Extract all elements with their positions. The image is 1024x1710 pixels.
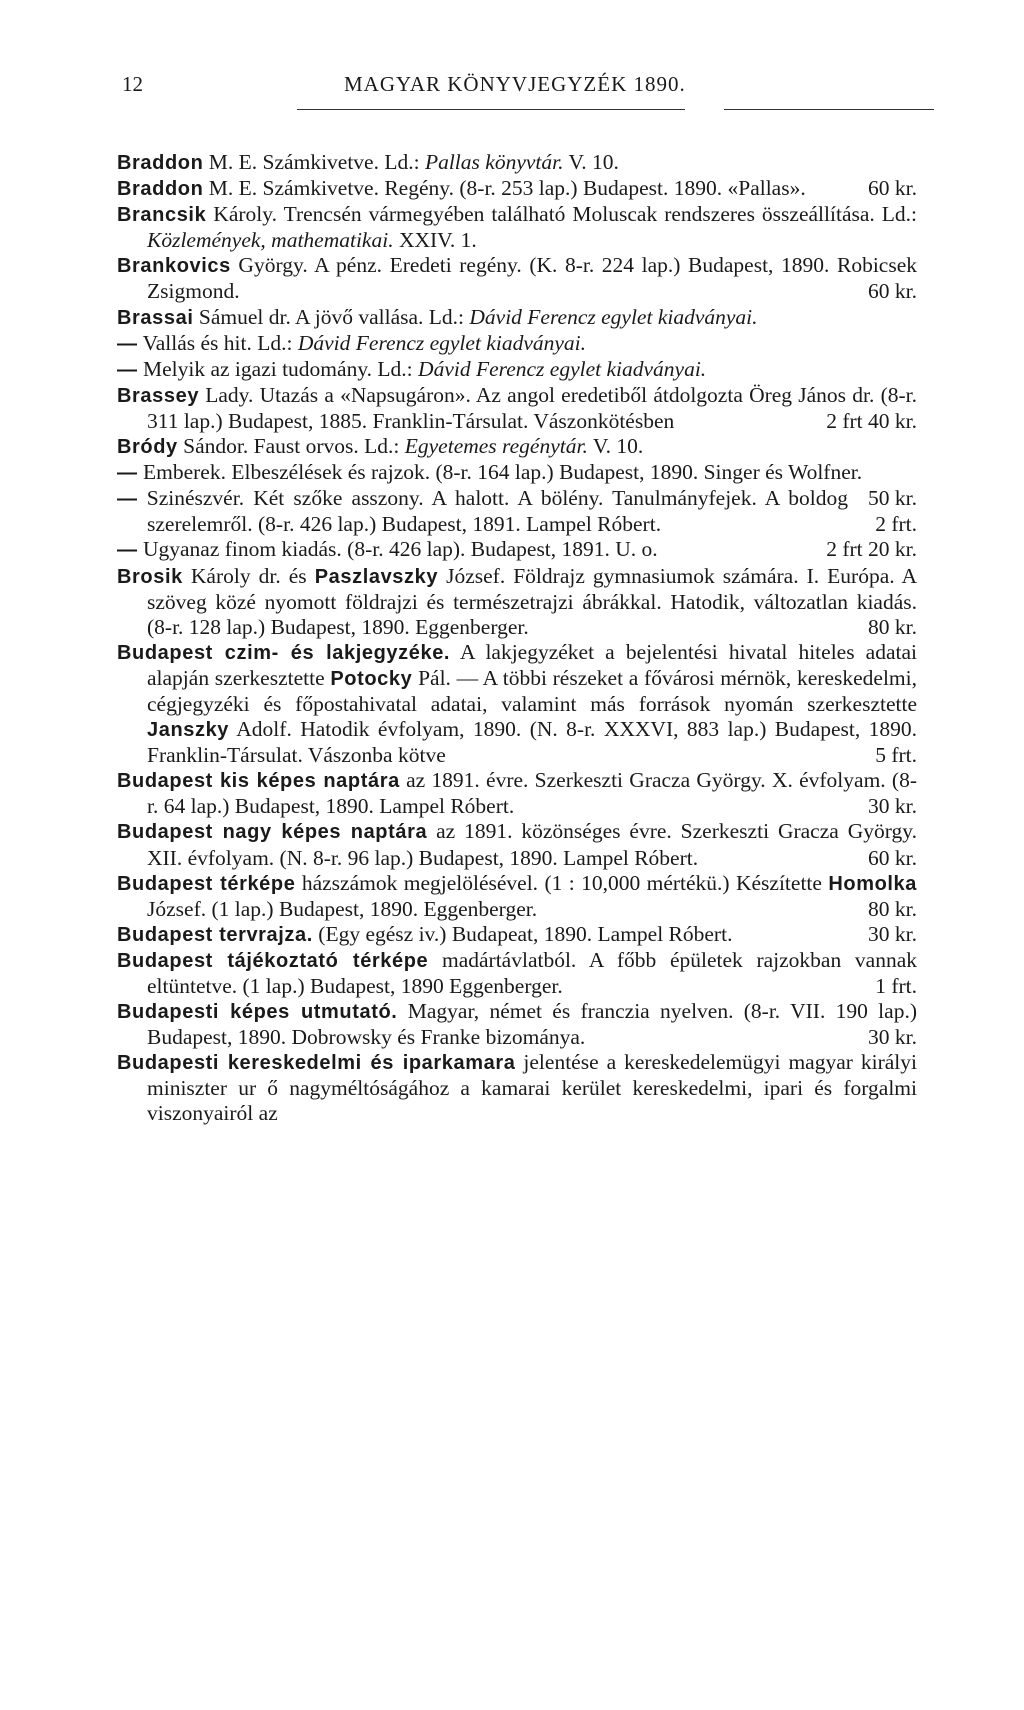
bibliography-entry: [117, 176, 917, 202]
header-rule-left: [297, 109, 685, 110]
page-header: [122, 72, 920, 102]
entry-heading: Braddon: [117, 152, 204, 174]
bibliography-entry: [117, 202, 917, 253]
entry-price: 2 frt.: [875, 512, 917, 537]
header-rule-right: [724, 109, 934, 110]
entry-text: V. 10.: [563, 150, 619, 174]
entry-heading-tertiary: Janszky: [147, 719, 230, 742]
entry-text: az 1891. évre. Szerkeszti Gracza György. X. évfolyam. (8-r. 64 lap.) Budapest, 1890. Lampel Róbert.: [147, 768, 917, 819]
entry-price: 80 kr.: [868, 896, 917, 921]
entry-heading: Braddon: [117, 178, 204, 201]
entry-heading: Budapest térképe: [117, 872, 296, 895]
entry-text: Melyik az igazi tudomány. Ld.:: [137, 356, 419, 381]
bibliography-entry: [117, 871, 917, 922]
entry-price: 30 kr.: [868, 1025, 917, 1050]
entry-heading-secondary: Paszlavszky: [314, 565, 439, 588]
entry-text: M. E. Számkivetve. Ld.:: [203, 150, 425, 174]
entry-text: Ugyanaz finom kiadás. (8-r. 426 lap). Budapest, 1891. U. o.: [137, 537, 658, 562]
bibliography-entry: [117, 150, 917, 176]
entry-text: házszámok megjelölésével. (1 : 10,000 mértékü.) Készítette: [295, 870, 829, 895]
entry-heading: —: [117, 488, 138, 511]
bibliography-entry: [117, 434, 917, 460]
entry-heading: Budapest tervrajza.: [117, 923, 313, 946]
entry-heading: Brosik: [117, 565, 183, 588]
entry-price: 2 frt 40 kr.: [826, 408, 917, 433]
entry-text: György. A pénz. Eredeti regény. (K. 8-r. 224 lap.) Budapest, 1890. Robicsek Zsigmond.: [147, 253, 917, 304]
entry-heading: Budapest tájékoztató térképe: [117, 949, 429, 972]
entry-price: 60 kr.: [868, 279, 917, 304]
bibliography-entry: [117, 999, 917, 1050]
entry-text: Magyar, német és franczia nyelven. (8-r. VII. 190 lap.) Budapest, 1890. Dobrowsky és Franke bizománya.: [147, 999, 917, 1050]
entry-price: 1 frt.: [875, 974, 917, 998]
entry-heading: —: [117, 332, 138, 355]
entry-heading: Budapest czim- és lakjegyzéke.: [117, 641, 451, 664]
entry-series: Dávid Ferencz egylet kiadványai.: [418, 356, 707, 381]
entry-series: Közlemények, mathematikai.: [147, 228, 394, 253]
entry-price: 60 kr.: [868, 845, 917, 870]
entry-heading: Brassai: [117, 306, 194, 329]
entry-heading: Budapesti kereskedelmi és iparkamara: [117, 1052, 516, 1075]
bibliography-entry: [117, 948, 917, 999]
entry-series: Dávid Ferencz egylet kiadványai.: [469, 304, 758, 329]
bibliography-entry: [117, 640, 917, 768]
entry-heading: Brassey: [117, 384, 200, 407]
bibliography-entry: [117, 564, 917, 640]
entry-text: Pál. — A többi részeket a fővárosi mérnök, kereskedelmi, cégjegyzéki és főpostahivatal adatai, valamint más források nyomán szerkesztette: [147, 665, 917, 716]
entry-heading: Bródy: [117, 436, 178, 459]
bibliography-entry: [117, 537, 917, 563]
entry-series: Pallas könyvtár.: [424, 150, 564, 174]
entry-text: madártávlatból. A főbb épületek rajzokban vannak eltüntetve. (1 lap.) Budapest, 1890 Eggenberger.: [147, 947, 918, 998]
entry-text: XXIV. 1.: [393, 228, 477, 253]
entry-text: Adolf. Hatodik évfolyam, 1890. (N. 8-r. XXXVI, 883 lap.) Budapest, 1890. Franklin-Társulat. Vászonba kötve: [147, 717, 917, 768]
entry-text: V. 10.: [587, 434, 644, 459]
entry-text: József. (1 lap.) Budapest, 1890. Eggenberger.: [147, 896, 538, 921]
bibliography-entry: [117, 486, 917, 537]
entry-text: Lady. Utazás a «Napsugáron». Az angol eredetiből átdolgozta Öreg János dr. (8-r. 311 lap.) Budapest, 1885. Franklin-Társulat. Vászonkötésben: [147, 382, 917, 433]
entry-price: 60 kr.: [868, 176, 917, 201]
entry-text: Károly. Trencsén vármegyében található Moluscak rendszeres összeállítása. Ld.:: [206, 202, 917, 227]
entry-heading: Brankovics: [117, 255, 231, 278]
entry-heading: Brancsik: [117, 204, 207, 227]
bibliography-entry: [117, 253, 917, 304]
entry-text: (Egy egész iv.) Budapeat, 1890. Lampel Róbert.: [312, 921, 733, 946]
entry-series: Dávid Ferencz egylet kiadványai.: [297, 330, 586, 355]
entry-text: Sándor. Faust orvos. Ld.:: [177, 434, 405, 459]
entry-price: 80 kr.: [868, 614, 917, 639]
bibliography-entry: [117, 819, 917, 870]
entry-heading: Budapest kis képes naptára: [117, 770, 400, 793]
entry-price: 50 kr.: [868, 486, 917, 511]
bibliography-entries: [117, 150, 917, 1127]
entry-heading: Budapest nagy képes naptára: [117, 821, 428, 844]
bibliography-entry: [117, 331, 917, 357]
bibliography-entry: [117, 357, 917, 383]
entry-text: Károly dr. és: [182, 563, 315, 588]
entry-text: Vallás és hit. Ld.:: [137, 330, 298, 355]
entry-text: az 1891. közönséges évre. Szerkeszti Gracza György. XII. évfolyam. (N. 8-r. 96 lap.) Budapest, 1890. Lampel Róbert.: [147, 819, 917, 870]
entry-text: Szinészvér. Két szőke asszony. A halott. A bölény. Tanulmányfejek. A boldog szerelemről. (8-r. 426 lap.) Budapest, 1891. Lampel Róbert.: [137, 486, 849, 537]
entry-price: 2 frt 20 kr.: [826, 537, 917, 562]
entry-price: 30 kr.: [868, 794, 917, 819]
bibliography-entry: [117, 768, 917, 819]
entry-text: Emberek. Elbeszélések és rajzok. (8-r. 164 lap.) Budapest, 1890. Singer és Wolfner.: [137, 460, 863, 485]
bibliography-entry: [117, 922, 917, 948]
running-head: MAGYAR KÖNYVJEGYZÉK 1890.: [344, 72, 686, 96]
entry-text: M. E. Számkivetve. Regény. (8-r. 253 lap.) Budapest. 1890. «Pallas».: [203, 176, 806, 201]
entry-text: jelentése a kereskedelemügyi magyar királyi miniszter ur ő nagyméltóságához a kamarai kerület kereskedelmi, ipari és forgalmi viszonyairól az: [147, 1050, 917, 1126]
entry-text: József. Földrajz gymnasiumok számára. I. Európa. A szöveg közé nyomott földrajzi és természetrajzi ábrákkal. Hatodik, változatlan kiadás. (8-r. 128 lap.) Budapest, 1890. Eggenberger.: [147, 563, 917, 639]
bibliography-entry: [117, 305, 917, 331]
bibliography-entry: [117, 1050, 917, 1126]
entry-heading: Budapesti képes utmutató.: [117, 1001, 398, 1024]
bibliography-entry: [117, 460, 917, 511]
bibliography-entry: [117, 383, 917, 434]
page-number: 12: [122, 72, 143, 96]
entry-price: 30 kr.: [868, 921, 917, 946]
entry-text: Sámuel dr. A jövő vallása. Ld.:: [193, 304, 470, 329]
entry-text: A lakjegyzéket a bejelentési hivatal hiteles adatai alapján szerkesztette: [147, 639, 917, 690]
entry-series: Egyetemes regénytár.: [404, 434, 588, 459]
entry-heading: —: [117, 539, 138, 562]
entry-heading-secondary: Homolka: [828, 872, 917, 895]
entry-heading: —: [117, 358, 138, 381]
entry-price: 5 frt.: [875, 743, 917, 768]
entry-heading: —: [117, 462, 138, 485]
entry-heading-secondary: Potocky: [330, 667, 413, 690]
